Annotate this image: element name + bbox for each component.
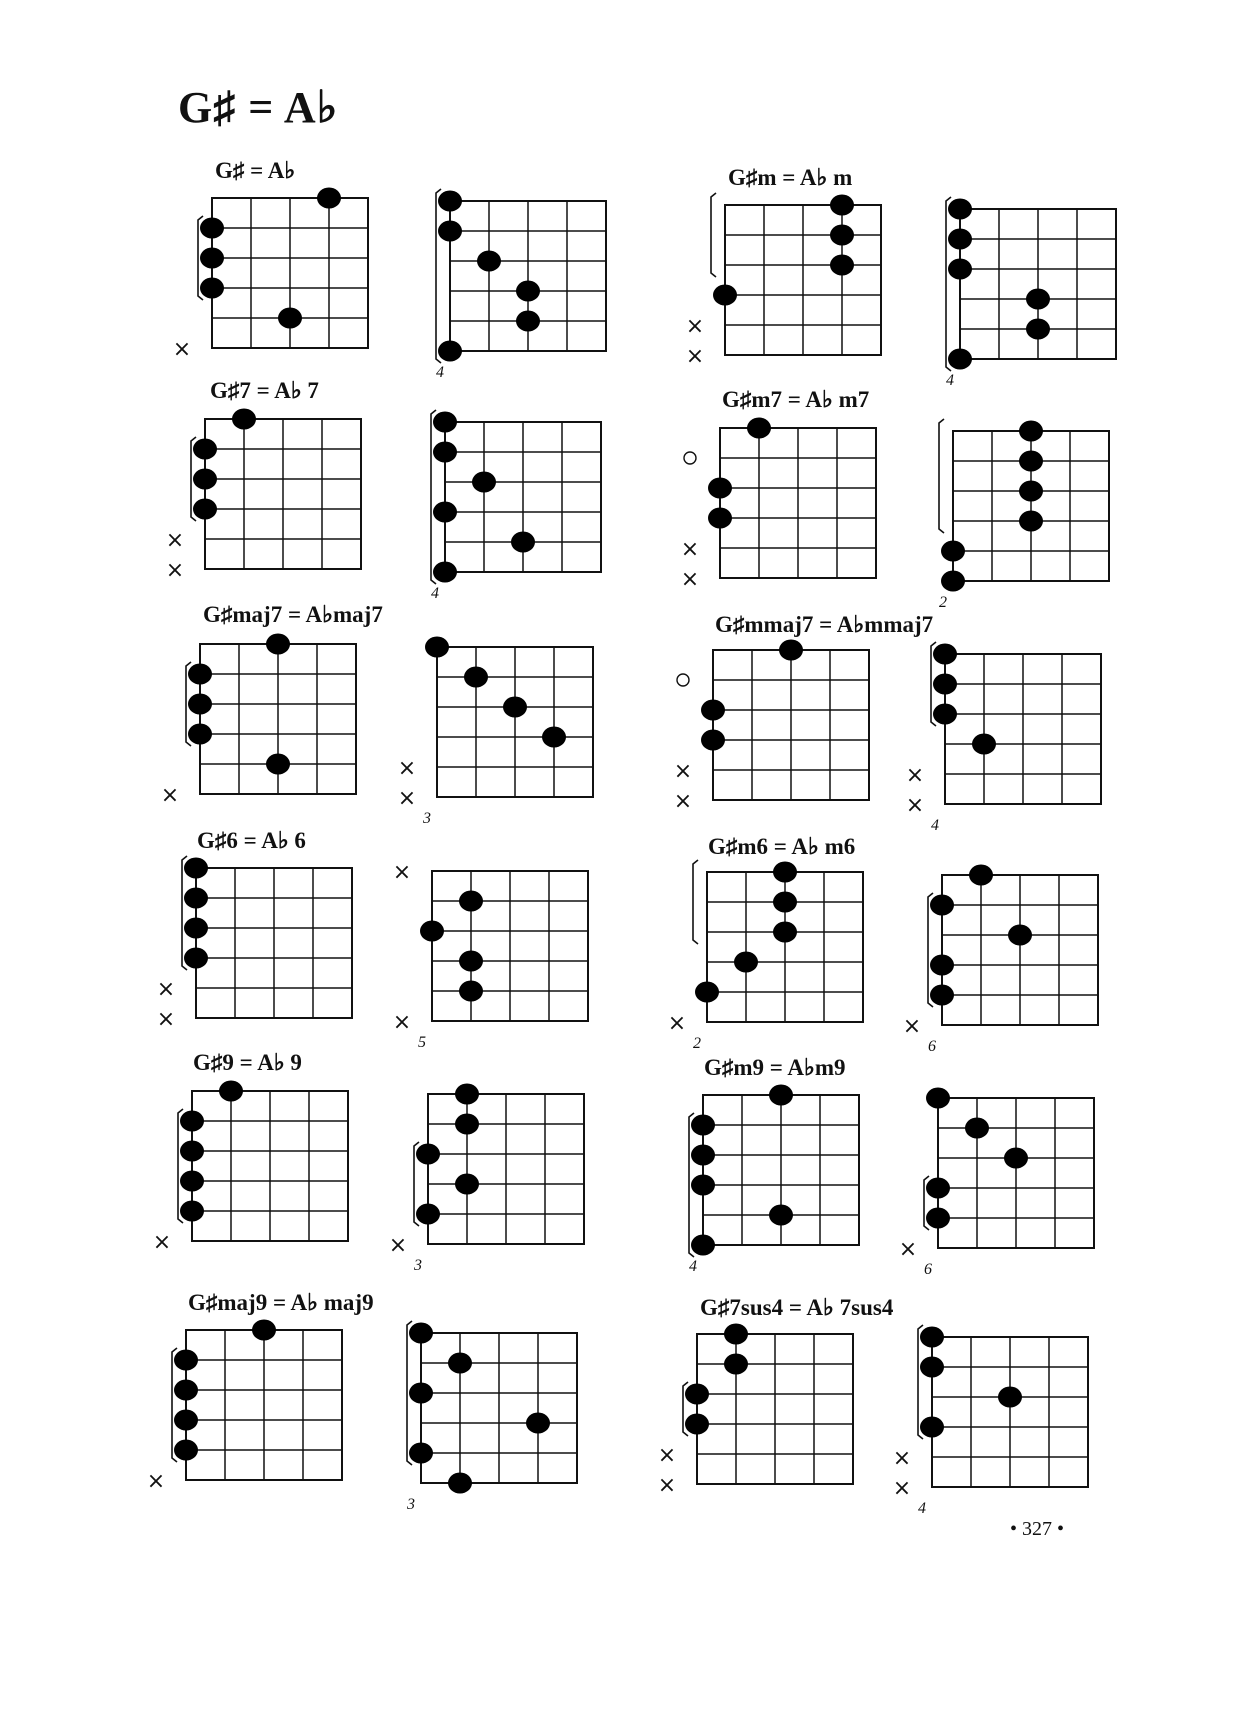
open-string-mark [677, 674, 689, 686]
chord-diagram-gs-1 [173, 188, 368, 363]
finger-dot [184, 948, 208, 969]
finger-dot [1008, 925, 1032, 946]
finger-dot [1019, 421, 1043, 442]
finger-dot [420, 921, 444, 942]
fret-position-label: 6 [924, 1261, 932, 1278]
finger-dot [769, 1085, 793, 1106]
chord-diagram-gs6-1 [157, 856, 352, 1032]
muted-string-mark: × [152, 1230, 172, 1255]
fret-position-label: 6 [928, 1038, 936, 1055]
muted-string-mark: × [905, 793, 925, 818]
finger-dot [948, 199, 972, 220]
muted-string-mark: × [657, 1443, 677, 1468]
finger-dot [433, 442, 457, 463]
chord-diagram-gs7-1 [166, 409, 361, 584]
finger-dot [219, 1081, 243, 1102]
chord-diagram-gs9-1 [153, 1081, 348, 1256]
chord-name-gsm: G♯m = A♭ m [728, 165, 853, 190]
fret-position-label: 4 [918, 1500, 926, 1517]
finger-dot [930, 895, 954, 916]
chord-diagram-gsmaj7-2 [398, 637, 593, 828]
finger-dot [734, 952, 758, 973]
fret-position-label: 4 [689, 1258, 697, 1275]
muted-string-mark: × [673, 759, 693, 784]
finger-dot [691, 1235, 715, 1256]
finger-dot [459, 951, 483, 972]
finger-dot [1026, 289, 1050, 310]
finger-dot [941, 541, 965, 562]
barre-bracket [436, 189, 441, 363]
finger-dot [455, 1084, 479, 1105]
muted-string-mark: × [160, 783, 180, 808]
chord-diagram-gsm9-1 [689, 1085, 859, 1276]
chord-diagram-gsm-1 [686, 193, 881, 369]
muted-string-mark: × [667, 1011, 687, 1036]
barre-bracket [946, 197, 951, 371]
finger-dot [708, 508, 732, 529]
finger-dot [438, 191, 462, 212]
finger-dot [773, 892, 797, 913]
muted-string-mark: × [165, 558, 185, 583]
muted-string-mark: × [397, 786, 417, 811]
finger-dot [691, 1175, 715, 1196]
finger-dot [252, 1320, 276, 1341]
chord-diagram-gsmaj9-1 [147, 1320, 342, 1495]
finger-dot [174, 1350, 198, 1371]
finger-dot [948, 349, 972, 370]
finger-dot [830, 225, 854, 246]
barre-bracket [693, 860, 698, 944]
finger-dot [773, 922, 797, 943]
finger-dot [433, 562, 457, 583]
muted-string-mark: × [392, 1010, 412, 1035]
finger-dot [542, 727, 566, 748]
finger-dot [200, 218, 224, 239]
chord-diagram-gsm7-2 [939, 419, 1109, 611]
chord-diagram-gsm9-2 [899, 1088, 1094, 1279]
muted-string-mark: × [892, 1446, 912, 1471]
muted-string-mark: × [892, 1476, 912, 1501]
fret-position-label: 3 [407, 1496, 415, 1513]
finger-dot [278, 308, 302, 329]
chord-name-gsmmaj7: G♯mmaj7 = A♭mmaj7 [715, 612, 934, 637]
finger-dot [455, 1114, 479, 1135]
chord-name-gs: G♯ = A♭ [215, 158, 296, 183]
fret-position-label: 3 [414, 1257, 422, 1274]
barre-bracket [711, 193, 716, 277]
finger-dot [184, 858, 208, 879]
finger-dot [438, 221, 462, 242]
finger-dot [448, 1353, 472, 1374]
chord-diagram-gs6-2 [393, 860, 588, 1051]
finger-dot [232, 409, 256, 430]
finger-dot [708, 478, 732, 499]
fret-position-label: 2 [939, 594, 947, 611]
finger-dot [416, 1204, 440, 1225]
fret-position-label: 4 [436, 364, 444, 381]
fret-position-label: 4 [431, 585, 439, 602]
finger-dot [516, 311, 540, 332]
finger-dot [926, 1088, 950, 1109]
muted-string-mark: × [156, 1007, 176, 1032]
finger-dot [998, 1387, 1022, 1408]
finger-dot [933, 674, 957, 695]
chord-name-gsm9: G♯m9 = A♭m9 [704, 1055, 846, 1080]
muted-string-mark: × [673, 789, 693, 814]
finger-dot [724, 1354, 748, 1375]
finger-dot [701, 730, 725, 751]
finger-dot [472, 472, 496, 493]
finger-dot [188, 694, 212, 715]
muted-string-mark: × [685, 344, 705, 369]
finger-dot [409, 1443, 433, 1464]
finger-dot [180, 1111, 204, 1132]
fret-position-label: 3 [423, 810, 431, 827]
finger-dot [448, 1473, 472, 1494]
finger-dot [464, 667, 488, 688]
muted-string-mark: × [172, 337, 192, 362]
chord-diagram-gs9-2 [389, 1084, 584, 1275]
finger-dot [969, 865, 993, 886]
finger-dot [409, 1383, 433, 1404]
finger-dot [920, 1357, 944, 1378]
finger-dot [941, 571, 965, 592]
chord-name-gs6: G♯6 = A♭ 6 [197, 828, 306, 853]
finger-dot [174, 1440, 198, 1461]
chord-name-gsmaj9: G♯maj9 = A♭ maj9 [188, 1290, 374, 1315]
finger-dot [193, 439, 217, 460]
finger-dot [773, 862, 797, 883]
finger-dot [200, 278, 224, 299]
chord-name-gsm6: G♯m6 = A♭ m6 [708, 834, 856, 859]
muted-string-mark: × [905, 763, 925, 788]
finger-dot [926, 1178, 950, 1199]
finger-dot [1019, 511, 1043, 532]
finger-dot [948, 229, 972, 250]
fret-position-label: 5 [418, 1034, 426, 1051]
finger-dot [920, 1417, 944, 1438]
muted-string-mark: × [392, 860, 412, 885]
chord-diagram-gsmaj7-1 [161, 634, 356, 809]
finger-dot [184, 918, 208, 939]
finger-dot [193, 499, 217, 520]
chord-name-gs7sus4: G♯7sus4 = A♭ 7sus4 [700, 1295, 894, 1320]
open-string-mark [684, 452, 696, 464]
muted-string-mark: × [397, 756, 417, 781]
chord-name-gs7: G♯7 = A♭ 7 [210, 378, 319, 403]
finger-dot [174, 1380, 198, 1401]
finger-dot [200, 248, 224, 269]
muted-string-mark: × [680, 567, 700, 592]
finger-dot [516, 281, 540, 302]
finger-dot [188, 664, 212, 685]
chord-name-gsm7: G♯m7 = A♭ m7 [722, 387, 870, 412]
finger-dot [926, 1208, 950, 1229]
finger-dot [933, 704, 957, 725]
chord-diagram-gs-2 [436, 189, 606, 381]
finger-dot [511, 532, 535, 553]
finger-dot [685, 1384, 709, 1405]
muted-string-mark: × [388, 1233, 408, 1258]
finger-dot [769, 1205, 793, 1226]
finger-dot [416, 1144, 440, 1165]
muted-string-mark: × [685, 314, 705, 339]
page-number: • 327 • [1010, 1518, 1065, 1540]
fret-position-label: 2 [693, 1035, 701, 1052]
finger-dot [425, 637, 449, 658]
chord-diagram-gs7sus4-2 [893, 1325, 1088, 1517]
barre-bracket [939, 419, 944, 533]
muted-string-mark: × [156, 977, 176, 1002]
chord-diagram-gsmaj9-2 [406, 1321, 577, 1513]
finger-dot [433, 502, 457, 523]
chord-diagram-gsm7-1 [681, 418, 876, 593]
fret-position-label: 4 [931, 817, 939, 834]
muted-string-mark: × [146, 1469, 166, 1494]
finger-dot [477, 251, 501, 272]
finger-dot [779, 640, 803, 661]
barre-bracket [431, 410, 436, 584]
finger-dot [691, 1145, 715, 1166]
chord-diagram-gsm6-1 [668, 860, 863, 1052]
finger-dot [266, 754, 290, 775]
finger-dot [691, 1115, 715, 1136]
finger-dot [933, 644, 957, 665]
finger-dot [180, 1171, 204, 1192]
finger-dot [503, 697, 527, 718]
chord-diagram-gsmmaj7-1 [674, 640, 869, 815]
chord-diagram-gsm6-2 [903, 865, 1098, 1056]
finger-dot [701, 700, 725, 721]
finger-dot [930, 955, 954, 976]
finger-dot [180, 1201, 204, 1222]
finger-dot [433, 412, 457, 433]
finger-dot [685, 1414, 709, 1435]
finger-dot [965, 1118, 989, 1139]
finger-dot [695, 982, 719, 1003]
finger-dot [1019, 481, 1043, 502]
muted-string-mark: × [902, 1014, 922, 1039]
muted-string-mark: × [898, 1237, 918, 1262]
finger-dot [409, 1323, 433, 1344]
finger-dot [317, 188, 341, 209]
finger-dot [920, 1327, 944, 1348]
chord-diagram-gs7-2 [431, 410, 601, 602]
muted-string-mark: × [657, 1473, 677, 1498]
finger-dot [526, 1413, 550, 1434]
finger-dot [830, 195, 854, 216]
finger-dot [948, 259, 972, 280]
chord-name-gsmaj7: G♯maj7 = A♭maj7 [203, 602, 383, 627]
finger-dot [459, 981, 483, 1002]
finger-dot [830, 255, 854, 276]
finger-dot [174, 1410, 198, 1431]
finger-dot [1019, 451, 1043, 472]
finger-dot [188, 724, 212, 745]
finger-dot [180, 1141, 204, 1162]
finger-dot [972, 734, 996, 755]
muted-string-mark: × [165, 528, 185, 553]
muted-string-mark: × [680, 537, 700, 562]
finger-dot [724, 1324, 748, 1345]
finger-dot [1004, 1148, 1028, 1169]
chord-diagram-gsmmaj7-2 [906, 642, 1101, 834]
finger-dot [459, 891, 483, 912]
chord-diagram-gsm-2 [946, 197, 1116, 389]
finger-dot [438, 341, 462, 362]
page-title: G♯ = A♭ [178, 83, 339, 132]
finger-dot [930, 985, 954, 1006]
finger-dot [184, 888, 208, 909]
finger-dot [713, 285, 737, 306]
finger-dot [1026, 319, 1050, 340]
finger-dot [193, 469, 217, 490]
fret-position-label: 4 [946, 372, 954, 389]
finger-dot [266, 634, 290, 655]
finger-dot [747, 418, 771, 439]
chord-name-gs9: G♯9 = A♭ 9 [193, 1050, 302, 1075]
finger-dot [455, 1174, 479, 1195]
chord-diagram-gs7sus4-1 [658, 1324, 853, 1499]
